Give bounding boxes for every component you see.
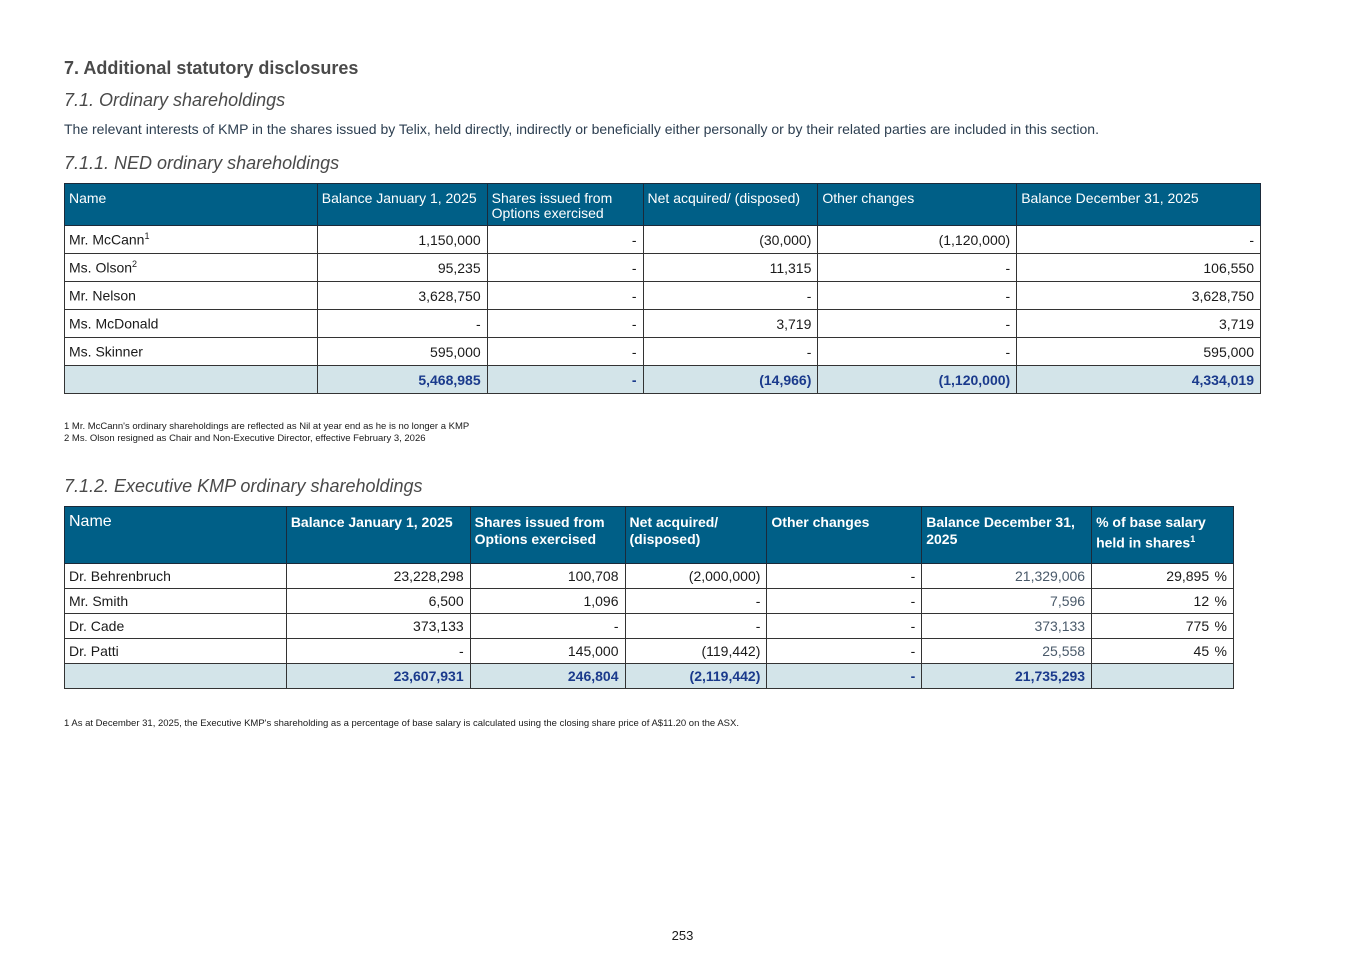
cell: - — [487, 338, 643, 366]
ned-header-other: Other changes — [818, 184, 1017, 226]
total-cell: - — [487, 366, 643, 394]
table-row — [65, 338, 1261, 366]
row-name: Ms. Skinner — [65, 338, 318, 366]
pct-cell: 45 % — [1092, 639, 1234, 664]
intro-paragraph: The relevant interests of KMP in the shares issued by Telix, held directly, indirectly or beneficially either personally or by their related parties are included in this section. — [64, 121, 1099, 137]
cell: 1,096 — [470, 589, 625, 614]
row-name: Mr. McCann$^1$ — [65, 226, 318, 254]
ned-total-row — [65, 366, 1261, 394]
cell: 23,228,298 — [286, 564, 470, 589]
exec-header-pct-salary: % of base salary held in shares$^1$ — [1092, 507, 1234, 564]
table-row — [65, 254, 1261, 282]
row-name: Dr. Behrenbruch — [65, 564, 287, 589]
cell: - — [818, 282, 1017, 310]
exec-footnote: 1 As at December 31, 2025, the Executive KMP's shareholding as a percentage of base salary is calculated using the closing share price of A$11.20 on the ASX. — [64, 718, 739, 729]
cell: - — [625, 614, 767, 639]
ned-footnote-2: 2 Ms. Olson resigned as Chair and Non-Executive Director, effective February 3, 2026 — [64, 433, 426, 444]
pct-cell: 12 % — [1092, 589, 1234, 614]
cell: - — [470, 614, 625, 639]
ned-header-options: Shares issued from Options exercised — [487, 184, 643, 226]
cell: 595,000 — [317, 338, 487, 366]
ned-header-net: Net acquired/ (disposed) — [643, 184, 818, 226]
ned-shareholdings-table — [64, 183, 1261, 394]
ned-header-balance-end: Balance December 31, 2025 — [1017, 184, 1261, 226]
table-row — [65, 282, 1261, 310]
cell: - — [818, 338, 1017, 366]
cell: 145,000 — [470, 639, 625, 664]
exec-shareholdings-table — [64, 506, 1234, 689]
cell: 21,329,006 — [922, 564, 1092, 589]
cell: 25,558 — [922, 639, 1092, 664]
total-cell: 5,468,985 — [317, 366, 487, 394]
exec-total-row — [65, 664, 1234, 689]
cell: - — [818, 310, 1017, 338]
exec-header-balance-start: Balance January 1, 2025 — [286, 507, 470, 564]
total-cell: 246,804 — [470, 664, 625, 689]
cell: - — [643, 282, 818, 310]
cell: - — [317, 310, 487, 338]
cell: 373,133 — [286, 614, 470, 639]
cell: 6,500 — [286, 589, 470, 614]
ned-header-balance-start: Balance January 1, 2025 — [317, 184, 487, 226]
pct-cell: 775 % — [1092, 614, 1234, 639]
table-row — [65, 226, 1261, 254]
cell: - — [818, 254, 1017, 282]
ned-footnote-1: 1 Mr. McCann's ordinary shareholdings are reflected as Nil at year end as he is no longer a KMP — [64, 421, 470, 432]
row-name: Dr. Cade — [65, 614, 287, 639]
table-row — [65, 310, 1261, 338]
exec-header-balance-end: Balance December 31, 2025 — [922, 507, 1092, 564]
page-number: 253 — [671, 928, 694, 943]
cell: 95,235 — [317, 254, 487, 282]
cell: 1,150,000 — [317, 226, 487, 254]
pct-cell: 29,895 % — [1092, 564, 1234, 589]
table-row — [65, 639, 1234, 664]
exec-table-title: 7.1.2. Executive KMP ordinary shareholdings — [64, 476, 423, 496]
cell: - — [487, 226, 643, 254]
cell: 7,596 — [922, 589, 1092, 614]
row-name: Ms. Olson$^2$ — [65, 254, 318, 282]
row-name: Dr. Patti — [65, 639, 287, 664]
total-cell: (1,120,000) — [818, 366, 1017, 394]
cell: (30,000) — [643, 226, 818, 254]
total-cell: (2,119,442) — [625, 664, 767, 689]
cell: (119,442) — [625, 639, 767, 664]
total-cell-empty — [1092, 664, 1234, 689]
cell: 106,550 — [1017, 254, 1261, 282]
cell: 373,133 — [922, 614, 1092, 639]
cell: - — [1017, 226, 1261, 254]
cell: 3,628,750 — [317, 282, 487, 310]
cell: - — [625, 589, 767, 614]
section-heading: 7. Additional statutory disclosures — [64, 58, 359, 78]
cell: - — [767, 639, 922, 664]
cell: 100,708 — [470, 564, 625, 589]
total-cell: - — [767, 664, 922, 689]
cell: 3,719 — [1017, 310, 1261, 338]
row-name: Mr. Nelson — [65, 282, 318, 310]
cell: (2,000,000) — [625, 564, 767, 589]
cell: - — [767, 614, 922, 639]
cell: - — [767, 589, 922, 614]
cell: 3,628,750 — [1017, 282, 1261, 310]
total-cell: 21,735,293 — [922, 664, 1092, 689]
exec-header-name: Name — [65, 507, 287, 564]
exec-header-row — [65, 507, 1234, 564]
exec-header-other: Other changes — [767, 507, 922, 564]
cell: - — [286, 639, 470, 664]
row-name: Mr. Smith — [65, 589, 287, 614]
table-row — [65, 614, 1234, 639]
exec-header-net: Net acquired/ (disposed) — [625, 507, 767, 564]
subsection-heading: 7.1. Ordinary shareholdings — [64, 90, 286, 110]
total-cell: 23,607,931 — [286, 664, 470, 689]
exec-header-options: Shares issued from Options exercised — [470, 507, 625, 564]
total-cell: (14,966) — [643, 366, 818, 394]
cell: - — [487, 282, 643, 310]
table-row — [65, 589, 1234, 614]
cell: 3,719 — [643, 310, 818, 338]
ned-table-title: 7.1.1. NED ordinary shareholdings — [64, 153, 340, 173]
table-row — [65, 564, 1234, 589]
cell: (1,120,000) — [818, 226, 1017, 254]
cell: 11,315 — [643, 254, 818, 282]
cell: - — [643, 338, 818, 366]
cell: - — [487, 310, 643, 338]
total-label — [65, 366, 318, 394]
cell: 595,000 — [1017, 338, 1261, 366]
total-cell: 4,334,019 — [1017, 366, 1261, 394]
total-label — [65, 664, 287, 689]
row-name: Ms. McDonald — [65, 310, 318, 338]
cell: - — [767, 564, 922, 589]
ned-header-name: Name — [65, 184, 318, 226]
ned-header-row — [65, 184, 1261, 226]
cell: - — [487, 254, 643, 282]
